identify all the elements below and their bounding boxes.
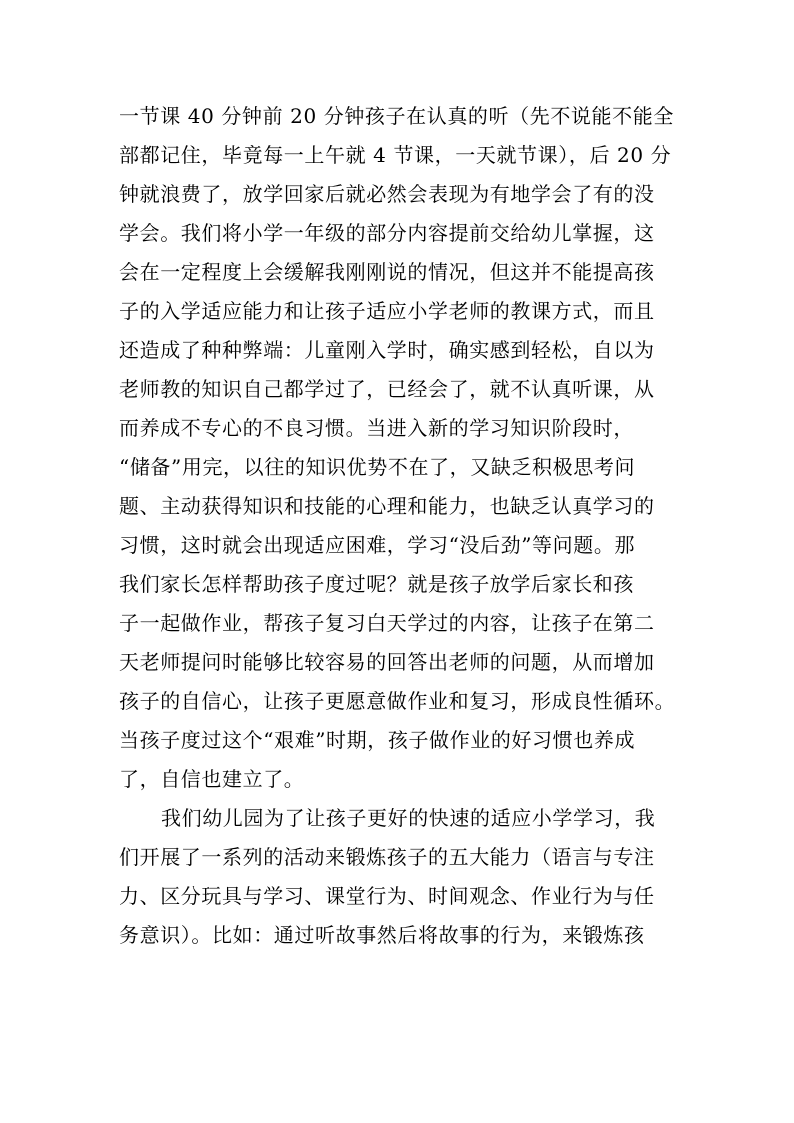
- paragraph-1-line-13: 我们家长怎样帮助孩子度过呢？就是孩子放学后家长和孩: [119, 572, 634, 596]
- paragraph-2-line-1: 我们幼儿园为了让孩子更好的快速的适应小学学习，我: [161, 806, 656, 830]
- paragraph-1-line-14: 子一起做作业，帮孩子复习白天学过的内容，让孩子在第二: [119, 611, 655, 635]
- paragraph-1-line-18: 了，自信也建立了。: [119, 767, 305, 791]
- paragraph-1-line-4: 学会。我们将小学一年级的部分内容提前交给幼儿掌握，这: [119, 221, 655, 245]
- paragraph-2-line-2: 们开展了一系列的活动来锻炼孩子的五大能力（语言与专注: [119, 845, 655, 869]
- paragraph-1-line-8: 老师教的知识自己都学过了，已经会了，就不认真听课，从: [119, 377, 655, 401]
- paragraph-1-line-6: 子的入学适应能力和让孩子适应小学老师的教课方式，而且: [119, 299, 655, 323]
- paragraph-1-line-9: 而养成不专心的不良习惯。当进入新的学习知识阶段时，: [119, 416, 634, 440]
- paragraph-1-line-17: 当孩子度过这个“艰难”时期，孩子做作业的好习惯也养成: [119, 728, 636, 752]
- paragraph-1-line-10: “储备”用完，以往的知识优势不在了，又缺乏积极思考问: [119, 455, 636, 479]
- paragraph-1-line-16: 孩子的自信心，让孩子更愿意做作业和复习，形成良性循环。: [119, 689, 676, 713]
- paragraph-1-line-12: 习惯，这时就会出现适应困难，学习“没后劲”等问题。那: [119, 533, 636, 557]
- paragraph-1-line-1: 一节课 40 分钟前 20 分钟孩子在认真的听（先不说能不能全: [119, 104, 674, 128]
- paragraph-1-line-15: 天老师提问时能够比较容易的回答出老师的问题，从而增加: [119, 650, 655, 674]
- paragraph-2-line-3: 力、区分玩具与学习、课堂行为、时间观念、作业行为与任: [119, 884, 655, 908]
- paragraph-2-line-4: 务意识）。比如：通过听故事然后将故事的行为，来锻炼孩: [119, 923, 645, 947]
- paragraph-1-line-2: 部都记住，毕竟每一上午就 4 节课，一天就节课），后 20 分: [119, 143, 672, 167]
- paragraph-1-line-5: 会在一定程度上会缓解我刚刚说的情况，但这并不能提高孩: [119, 260, 655, 284]
- paragraph-1-line-3: 钟就浪费了，放学回家后就必然会表现为有地学会了有的没: [119, 182, 655, 206]
- paragraph-1-line-7: 还造成了种种弊端：儿童刚入学时，确实感到轻松，自以为: [119, 338, 655, 362]
- paragraph-1-line-11: 题、主动获得知识和技能的心理和能力，也缺乏认真学习的: [119, 494, 655, 518]
